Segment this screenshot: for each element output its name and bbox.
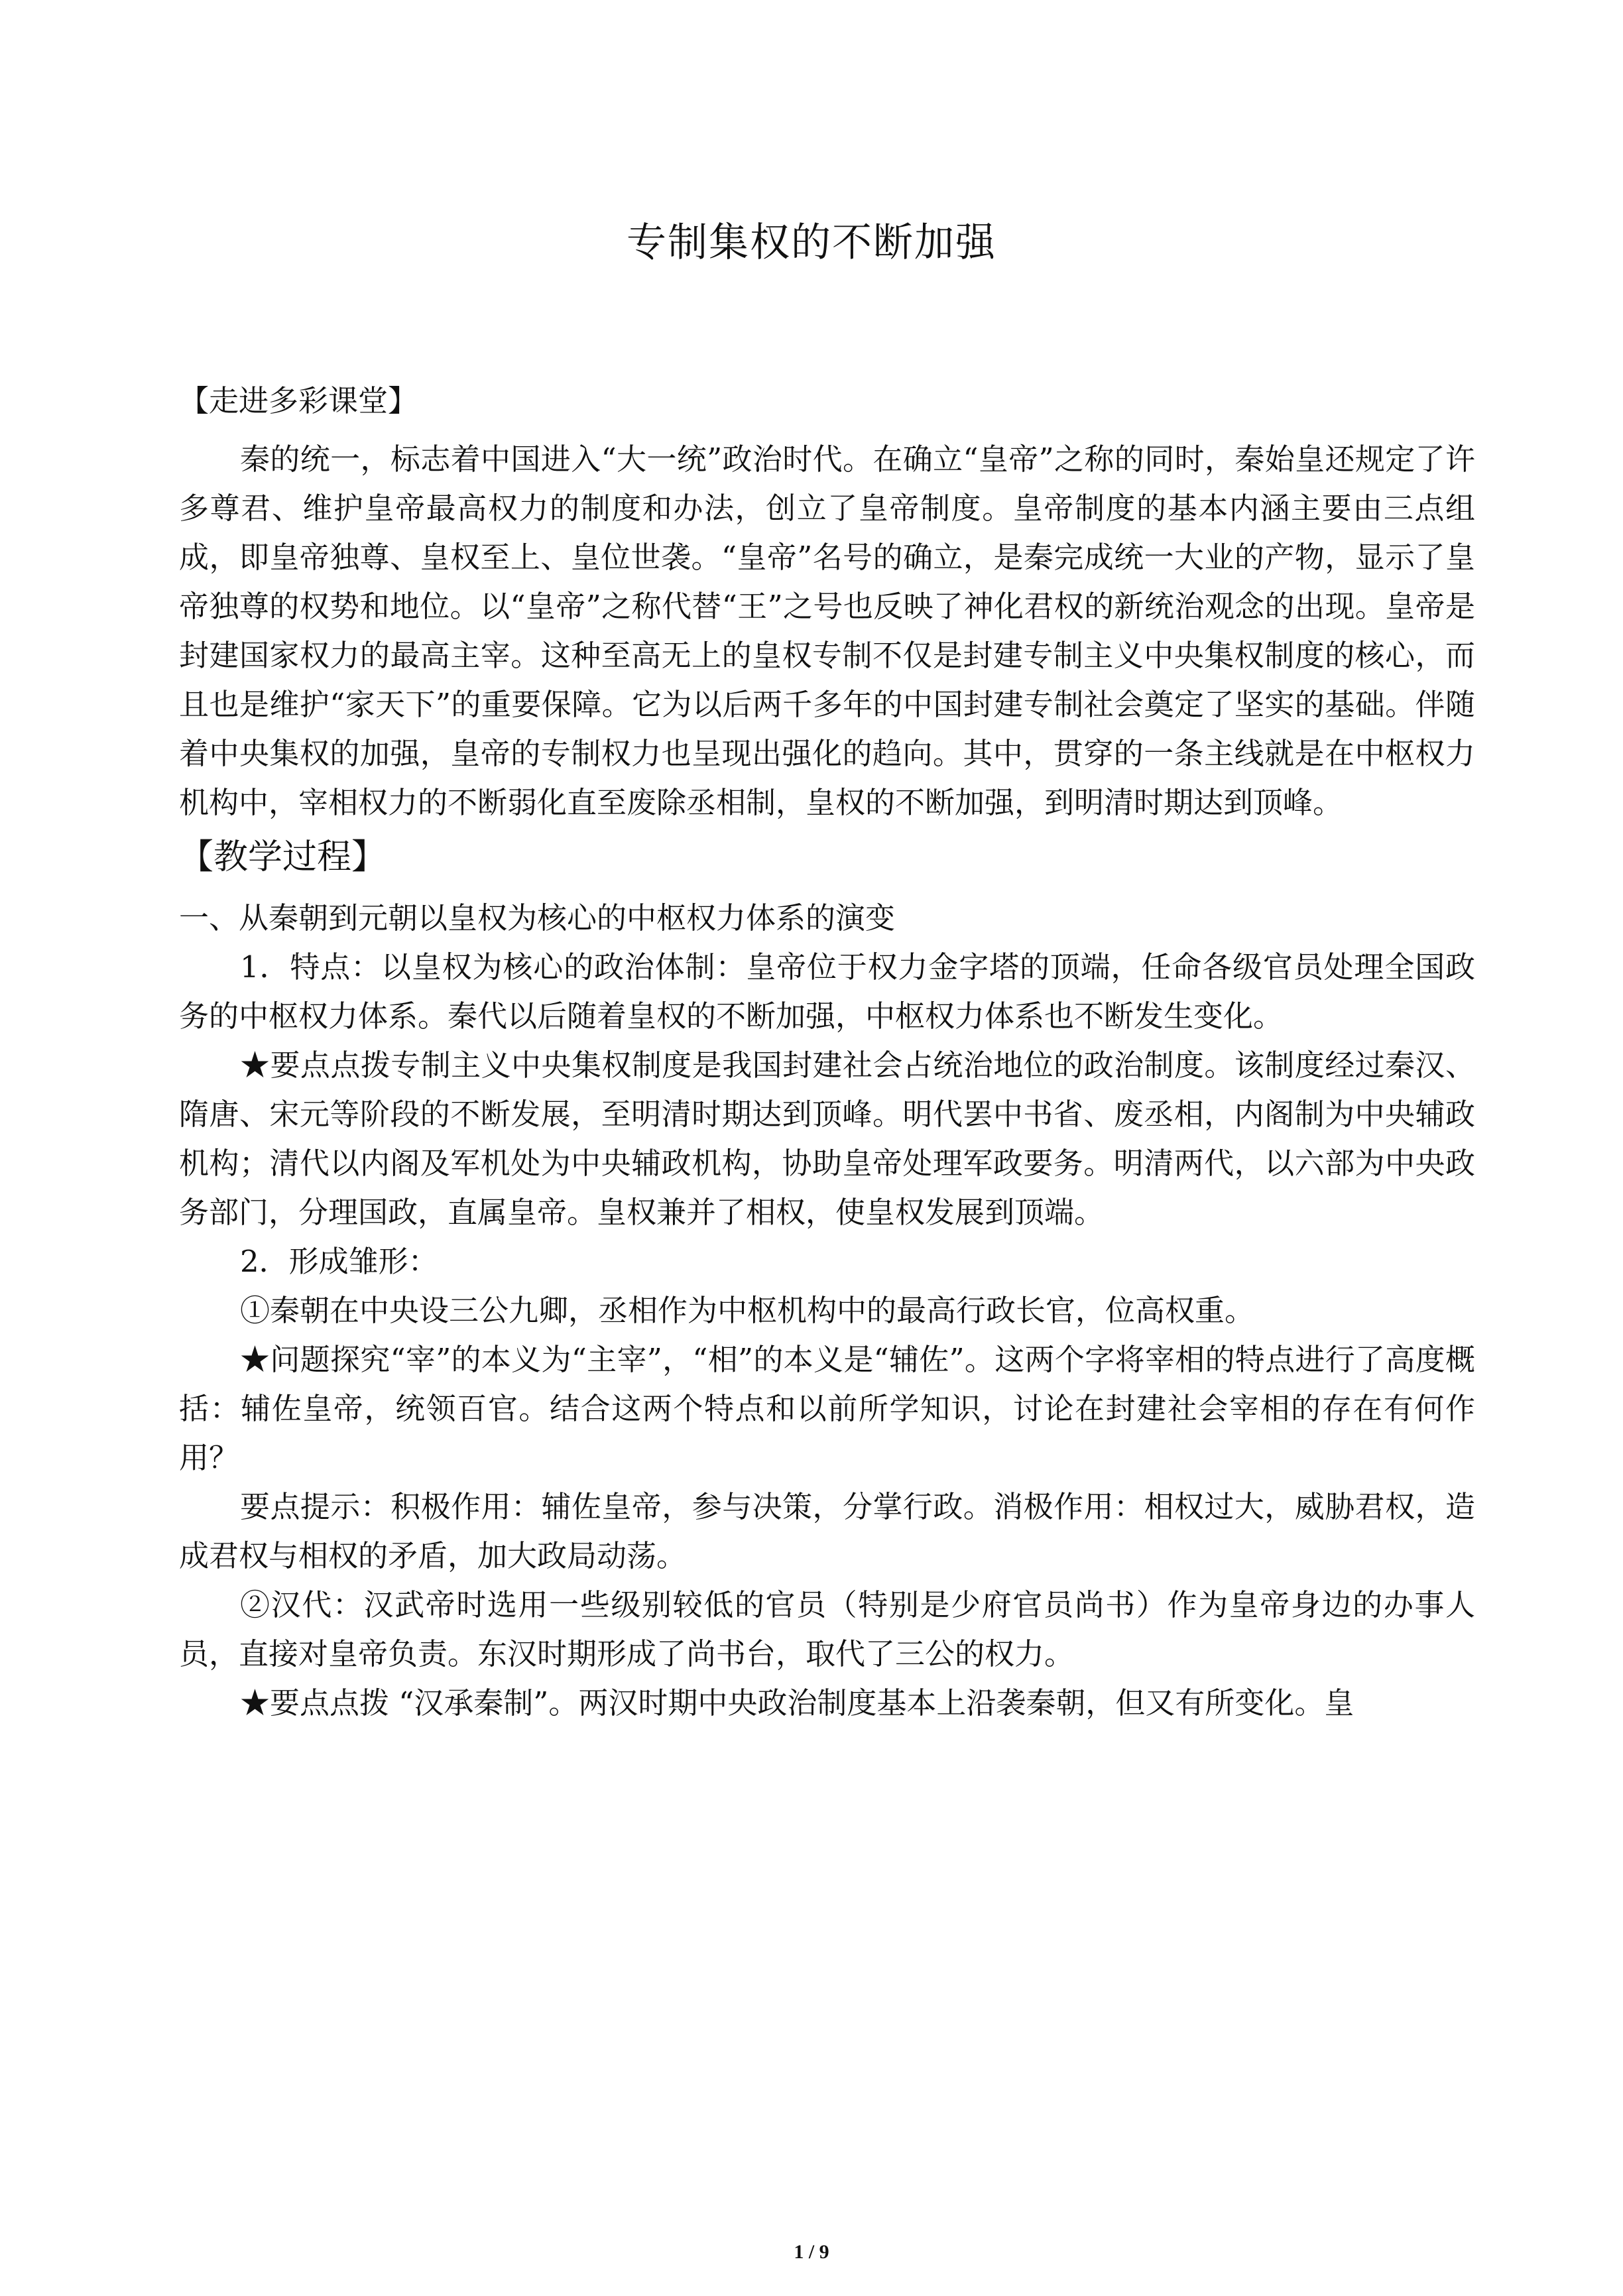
intro-paragraph: 秦的统一，标志着中国进入“大一统”政治时代。在确立“皇帝”之称的同时，秦始皇还规定了许多尊君、维护皇帝最高权力的制度和办法，创立了皇帝制度。皇帝制度的基本内涵主要由三点组成，即皇帝独尊、皇权至上、皇位世袭。“皇帝”名号的确立，是秦完成统一大业的产物，显示了皇帝独尊的权势和地位。以“皇帝”之称代替“王”之号也反映了神化君权的新统治观念的出现。皇帝是封建国家权力的最高主宰。这种至高无上的皇权专制不仅是封建专制主义中央集权制度的核心，而且也是维护“家天下”的重要保障。它为以后两千多年的中国封建专制社会奠定了坚实的基础。伴随着中央集权的加强，皇帝的专制权力也呈现出强化的趋向。其中，贯穿的一条主线就是在中枢权力机构中，宰相权力的不断弱化直至废除丞相制，皇权的不断加强，到明清时期达到顶峰。 [179,442,1475,820]
page-number: 1 / 9 [794,2241,829,2263]
part1-heading: 一、从秦朝到元朝以皇权为核心的中枢权力体系的演变 [179,900,896,936]
paragraph: 要点提示：积极作用：辅佐皇帝，参与决策，分掌行政。消极作用：相权过大，威胁君权，造成君权与相权的矛盾，加大政局动荡。 [179,1489,1475,1573]
paragraph: ②汉代：汉武帝时选用一些级别较低的官员（特别是少府官员尚书）作为皇帝身边的办事人员，直接对皇帝负责。东汉时期形成了尚书台，取代了三公的权力。 [179,1587,1475,1671]
document-body [179,377,1475,1728]
intro-heading: 【走进多彩课堂】 [179,383,418,418]
paragraph: ★问题探究“宰”的本义为“主宰”，“相”的本义是“辅佐”。这两个字将宰相的特点进行了高度概括：辅佐皇帝，统领百官。结合这两个特点和以前所学知识，讨论在封建社会宰相的存在有何作用？ [179,1342,1475,1475]
paragraph: ★要点点拨专制主义中央集权制度是我国封建社会占统治地位的政治制度。该制度经过秦汉、隋唐、宋元等阶段的不断发展，至明清时期达到顶峰。明代罢中书省、废丞相，内阁制为中央辅政机构；清代以内阁及军机处为中央辅政机构，协助皇帝处理军政要务。明清两代，以六部为中央政务部门，分理国政，直属皇帝。皇权兼并了相权，使皇权发展到顶端。 [179,1048,1475,1230]
paragraph: ★要点点拨 “汉承秦制”。两汉时期中央政治制度基本上沿袭秦朝，但又有所变化。皇 [240,1685,1354,1721]
page-title: 专制集权的不断加强 [627,219,996,266]
paragraph: 2．形成雏形： [240,1244,438,1279]
process-heading: 【教学过程】 [179,837,387,877]
paragraph: ①秦朝在中央设三公九卿，丞相作为中枢机构中的最高行政长官，位高权重。 [240,1293,1255,1328]
paragraph: 1．特点：以皇权为核心的政治体制：皇帝位于权力金字塔的顶端，任命各级官员处理全国政务的中枢权力体系。秦代以后随着皇权的不断加强，中枢权力体系也不断发生变化。 [179,949,1475,1034]
